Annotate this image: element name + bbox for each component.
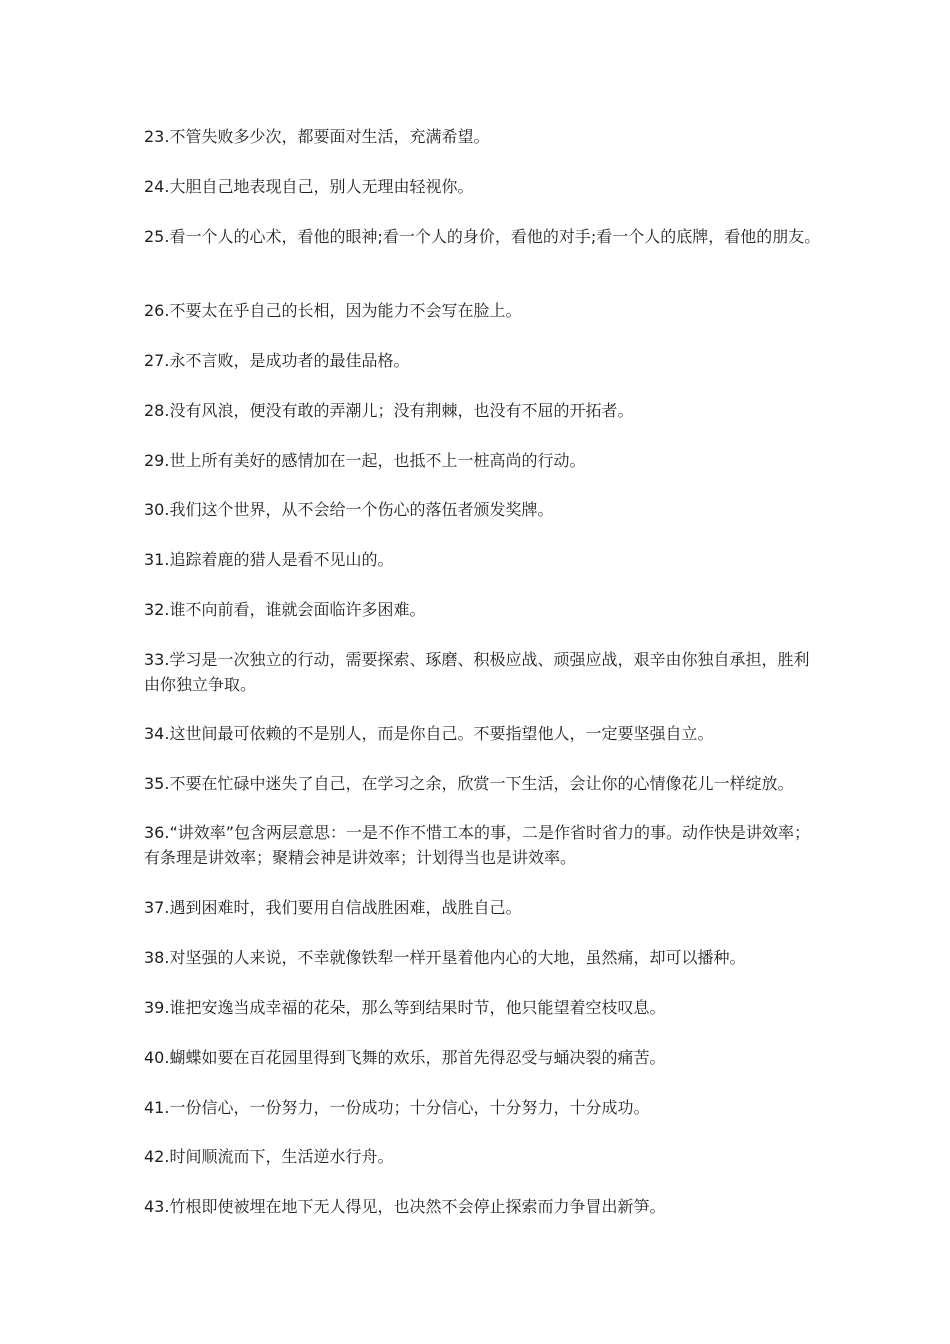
- list-item: 39.谁把安逸当成幸福的花朵，那么等到结果时节，他只能望着空枝叹息。: [144, 998, 666, 1017]
- list-item: 23.不管失败多少次，都要面对生活，充满希望。: [144, 127, 490, 146]
- list-item: 42.时间顺流而下，生活逆水行舟。: [144, 1147, 394, 1166]
- list-item: 40.蝴蝶如要在百花园里得到飞舞的欢乐，那首先得忍受与蛹决裂的痛苦。: [144, 1048, 666, 1067]
- list-item: 41.一份信心，一份努力，一份成功；十分信心，十分努力，十分成功。: [144, 1098, 650, 1117]
- list-item: 28.没有风浪，便没有敢的弄潮儿；没有荆棘，也没有不屈的开拓者。: [144, 401, 634, 420]
- list-item: 35.不要在忙碌中迷失了自己，在学习之余，欣赏一下生活，会让你的心情像花儿一样绽放。: [144, 774, 794, 793]
- list-item: 26.不要太在乎自己的长相，因为能力不会写在脸上。: [144, 301, 522, 320]
- list-item: 34.这世间最可依赖的不是别人，而是你自己。不要指望他人，一定要坚强自立。: [144, 724, 714, 743]
- list-item: 36.“讲效率”包含两层意思：一是不作不惜工本的事，二是作省时省力的事。动作快是讲效率；有条理是讲效率；聚精会神是讲效率；计划得当也是讲效率。: [144, 823, 811, 867]
- list-item: 29.世上所有美好的感情加在一起，也抵不上一桩高尚的行动。: [144, 451, 586, 470]
- list-item: 31.追踪着鹿的猎人是看不见山的。: [144, 550, 394, 569]
- list-item: 32.谁不向前看，谁就会面临许多困难。: [144, 600, 426, 619]
- list-item: 33.学习是一次独立的行动，需要探索、琢磨、积极应战、顽强应战，艰辛由你独自承担，胜利由你独立争取。: [144, 650, 810, 694]
- list-item: 38.对坚强的人来说，不幸就像铁犁一样开垦着他内心的大地，虽然痛，却可以播种。: [144, 948, 746, 967]
- list-item: 24.大胆自己地表现自己，别人无理由轻视你。: [144, 177, 474, 196]
- list-item: 27.永不言败，是成功者的最佳品格。: [144, 351, 410, 370]
- list-item: 30.我们这个世界，从不会给一个伤心的落伍者颁发奖牌。: [144, 500, 554, 519]
- list-item: 25.看一个人的心术，看他的眼神;看一个人的身价，看他的对手;看一个人的底牌，看他的朋友。: [144, 227, 821, 246]
- list-item: 43.竹根即使被埋在地下无人得见，也决然不会停止探索而力争冒出新笋。: [144, 1197, 666, 1216]
- list-item: 37.遇到困难时，我们要用自信战胜困难，战胜自己。: [144, 898, 522, 917]
